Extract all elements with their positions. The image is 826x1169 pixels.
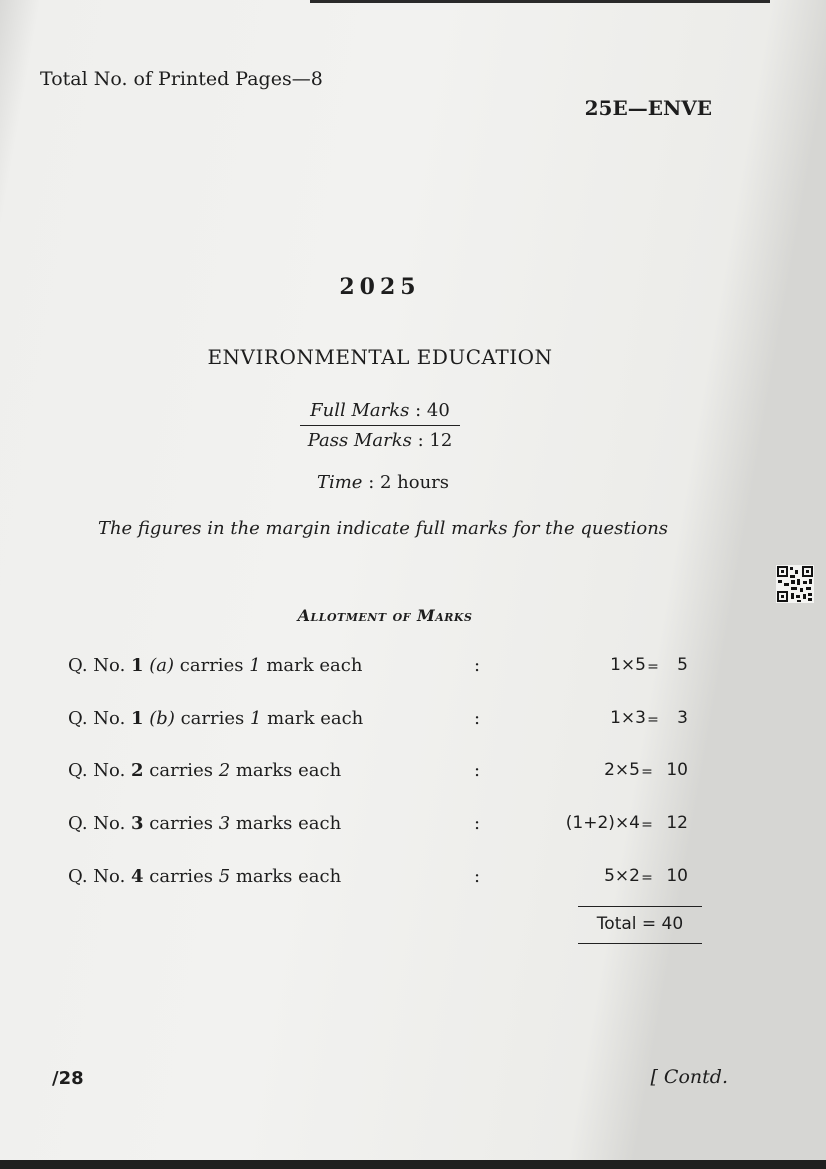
marks-count: 2 xyxy=(218,760,231,781)
question-suffix: marks each xyxy=(230,760,342,781)
question-label xyxy=(68,866,341,887)
row-colon: : xyxy=(474,866,481,887)
marks-count: 3 xyxy=(218,813,231,834)
question-prefix: Q. No. xyxy=(68,760,132,781)
question-number: 3 xyxy=(131,813,144,834)
question-part: (a) xyxy=(143,655,175,676)
equals-sign: = xyxy=(647,712,659,728)
time-value: : 2 hours xyxy=(368,472,450,493)
marks-formula: 2×5 xyxy=(604,760,640,780)
full-marks xyxy=(300,400,460,426)
exam-year: 2025 xyxy=(339,274,421,300)
page-code: /28 xyxy=(52,1068,84,1089)
continued-text: [ Contd. xyxy=(650,1066,728,1088)
question-carries: carries xyxy=(143,866,219,887)
row-colon: : xyxy=(474,655,481,676)
qr-code-icon xyxy=(776,565,814,603)
question-carries: carries xyxy=(143,813,219,834)
question-label xyxy=(68,813,341,834)
row-colon: : xyxy=(474,760,481,781)
question-suffix: mark each xyxy=(261,708,364,729)
allotment-row xyxy=(0,760,826,790)
question-prefix: Q. No. xyxy=(68,655,132,676)
pass-marks-value: : 12 xyxy=(417,430,453,451)
marks-value: 5 xyxy=(677,655,688,675)
top-edge-line xyxy=(310,0,770,3)
time-label: Time xyxy=(316,472,363,493)
equals-sign: = xyxy=(641,764,653,780)
full-marks-label: Full Marks xyxy=(310,400,410,421)
allotment-title: Allotment of Marks xyxy=(297,606,473,625)
question-number: 4 xyxy=(131,866,144,887)
equals-sign: = xyxy=(641,870,653,886)
allotment-row xyxy=(0,813,826,843)
equals-sign: = xyxy=(647,659,659,675)
printed-pages-count: Total No. of Printed Pages—8 xyxy=(40,68,323,90)
continued-marker xyxy=(620,1066,728,1088)
question-prefix: Q. No. xyxy=(68,813,132,834)
marks-block xyxy=(300,400,460,451)
marks-value: 12 xyxy=(666,813,688,833)
question-suffix: mark each xyxy=(260,655,363,676)
question-carries: carries xyxy=(143,760,219,781)
question-suffix: marks each xyxy=(230,866,342,887)
question-number: 1 xyxy=(131,708,144,729)
equals-sign: = xyxy=(641,817,653,833)
question-prefix: Q. No. xyxy=(68,708,132,729)
question-label xyxy=(68,655,362,676)
question-suffix: marks each xyxy=(230,813,342,834)
row-colon: : xyxy=(474,813,481,834)
marks-count: 5 xyxy=(218,866,231,887)
question-number: 1 xyxy=(131,655,144,676)
full-marks-value: : 40 xyxy=(415,400,450,421)
question-label xyxy=(68,760,341,781)
question-part: (b) xyxy=(143,708,175,729)
marks-formula: 1×3 xyxy=(610,708,646,728)
allotment-row xyxy=(0,708,826,738)
allotment-row xyxy=(0,866,826,896)
marks-formula: 1×5 xyxy=(610,655,646,675)
pass-marks xyxy=(300,426,460,451)
marks-count: 1 xyxy=(249,655,261,676)
question-label xyxy=(68,708,363,729)
marks-formula: (1+2)×4 xyxy=(565,813,640,833)
marks-value: 10 xyxy=(666,760,688,780)
bottom-edge-line xyxy=(0,1160,826,1169)
allotment-row xyxy=(0,655,826,685)
instruction-text: The figures in the margin indicate full marks for the questions xyxy=(97,518,669,539)
subject-title: ENVIRONMENTAL EDUCATION xyxy=(207,345,553,369)
pass-marks-label: Pass Marks xyxy=(307,430,412,451)
question-carries: carries xyxy=(174,708,250,729)
marks-count: 1 xyxy=(249,708,262,729)
row-colon: : xyxy=(474,708,481,729)
question-number: 2 xyxy=(131,760,144,781)
time-allowed xyxy=(0,472,766,493)
marks-formula: 5×2 xyxy=(604,866,640,886)
question-carries: carries xyxy=(174,655,250,676)
total-marks: Total = 40 xyxy=(596,914,684,934)
paper-code: 25E—ENVE xyxy=(584,96,712,120)
marks-value: 10 xyxy=(666,866,688,886)
question-prefix: Q. No. xyxy=(68,866,132,887)
marks-value: 3 xyxy=(677,708,688,728)
